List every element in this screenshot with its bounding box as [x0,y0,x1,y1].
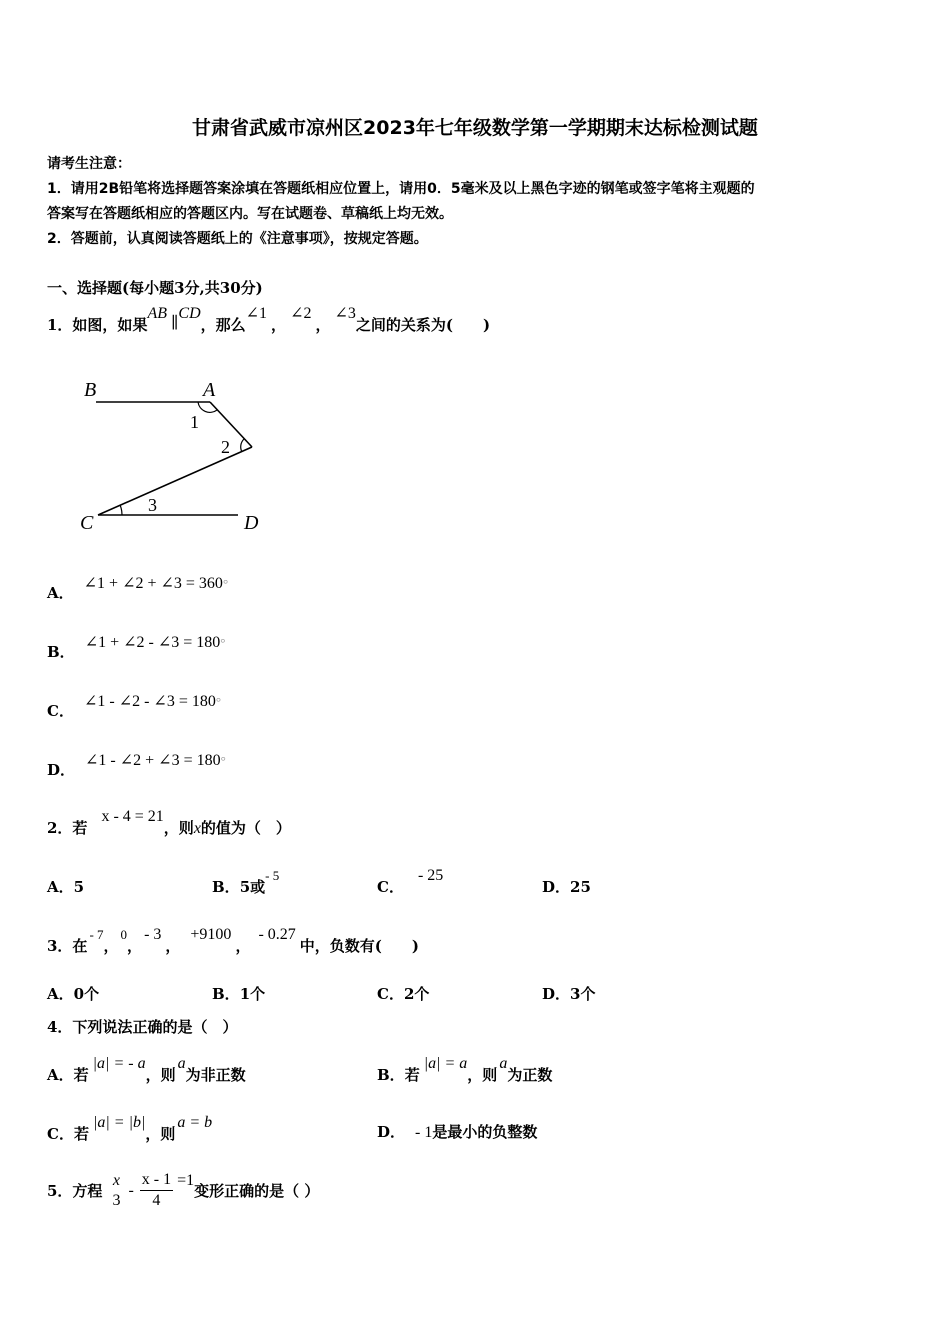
option-label: A． [47,1066,74,1084]
degree-mark: ° [222,576,229,591]
q3-sep: ， [103,937,119,955]
q3-number-1: - 7 [89,927,104,942]
section-heading: 一、选择题(每小题3分,共30分) [47,279,263,297]
option-label: B． [212,878,240,896]
option-ze: ，则 [145,1125,176,1143]
q5-suffix: 变形正确的是（ ） [194,1182,320,1200]
label-D: D [244,512,259,534]
q4-option-c[interactable] [47,1111,213,1143]
q2-prefix: 2．若 [47,819,88,837]
option-var: a [177,1055,186,1072]
q1-comma: ， [271,316,287,334]
arc-angle3 [120,505,122,515]
option-label: D． [542,985,571,1003]
label-3: 3 [148,495,157,515]
option-ruo: 若 [73,1125,89,1143]
q1-cd: CD [178,305,201,322]
q3-sep: ， [165,937,181,955]
option-var: a [499,1055,508,1072]
option-label: A． [47,584,74,602]
q1-option-b[interactable] [47,631,226,661]
label-2: 2 [221,437,230,457]
option-expr: ∠1 + ∠2 - ∠3 = 180 [84,634,221,651]
q3-number-4: +9100 [190,926,232,943]
q4-option-a[interactable] [47,1052,246,1084]
q1-comma: ， [315,316,331,334]
q5-prefix: 5．方程 [47,1182,103,1200]
option-expr2: a = b [177,1114,213,1131]
option-ze: ，则 [467,1066,498,1084]
degree-mark: ° [215,694,222,709]
fraction-numerator: x [112,1171,120,1189]
q3-number-3: - 3 [144,926,162,943]
option-expr: |a| = - a [92,1055,146,1072]
q1-angle1: ∠1 [245,305,268,322]
option-label: C． [377,985,404,1003]
notice-heading: 请考生注意： [47,156,131,172]
label-A: A [203,379,216,401]
option-label: D． [377,1123,406,1141]
option-label: C． [47,1125,74,1143]
option-label: C． [377,878,404,896]
option-label: B． [47,643,75,661]
q2-option-d[interactable] [542,876,591,897]
option-extra: - 5 [265,868,280,883]
option-value: 1个 [239,985,266,1003]
degree-mark: ° [220,635,226,650]
question-4-stem: 4．下列说法正确的是（ ） [47,1018,238,1036]
option-expr: - 1 [415,1124,433,1141]
line-ae [210,402,252,447]
q5-minus: - [128,1181,134,1199]
q1-mid: ，那么 [200,316,246,334]
q1-ab: AB [147,305,167,322]
page-title: 甘肃省武威市凉州区2023年七年级数学第一学期期末达标检测试题 [192,117,758,139]
label-C: C [80,512,94,534]
notice-item2: 2．答题前，认真阅读答题纸上的《注意事项》，按规定答题。 [47,231,428,247]
label-1: 1 [190,412,199,432]
fraction-x-over-3 [110,1171,122,1211]
option-expr: ∠1 - ∠2 - ∠3 = 180 [83,693,216,710]
option-label: A． [47,985,74,1003]
option-expr: |a| = |b| [92,1114,146,1131]
q1-option-a[interactable] [47,572,229,602]
fraction-denominator: 4 [152,1192,161,1209]
option-value: 25 [570,878,591,896]
q1-suffix: 之间的关系为( ) [355,316,491,334]
q2-mid: ，则 [163,819,194,837]
q3-option-a[interactable] [47,983,99,1004]
q3-option-b[interactable] [212,983,265,1004]
option-expr: ∠1 + ∠2 + ∠3 = 360 [83,575,223,592]
q3-sep: ， [235,937,251,955]
option-label: A． [47,878,74,896]
option-rest: 是最小的负整数 [432,1123,538,1141]
q1-prefix: 1．如图，如果 [47,316,148,334]
q4-option-b[interactable] [377,1052,553,1084]
q3-suffix: 中，负数有( ) [299,937,419,955]
q3-option-d[interactable] [542,983,595,1004]
option-expr: ∠1 - ∠2 + ∠3 = 180 [85,752,221,769]
option-ze: ，则 [145,1066,176,1084]
question-1-stem [47,302,491,334]
q2-option-c[interactable] [377,864,444,896]
option-ruo: 若 [73,1066,89,1084]
label-B: B [84,379,97,401]
question-2-stem [47,805,291,837]
q5-equals: =1 [177,1171,195,1189]
option-value: 5或 [239,878,266,896]
line-ec [98,447,252,515]
option-value: 0个 [73,985,100,1003]
fraction-denominator: 3 [112,1191,121,1209]
q2-option-b[interactable] [212,864,280,896]
option-value: 5 [73,878,85,896]
question-3-stem [47,923,419,955]
q1-option-c[interactable] [47,690,222,720]
q3-option-c[interactable] [377,983,429,1004]
option-value: 2个 [403,985,430,1003]
q3-number-5: - 0.27 [258,926,296,943]
q3-prefix: 3．在 [47,937,88,955]
q3-sep: ， [127,937,143,955]
q2-var-x: x [193,820,201,837]
q2-option-a[interactable] [47,876,84,897]
option-label: D． [47,761,76,779]
q1-option-d[interactable] [47,749,226,779]
q2-expr: x - 4 = 21 [101,808,164,825]
option-expr: |a| = a [423,1055,468,1072]
q3-number-2: 0 [120,927,128,942]
degree-mark: ° [220,753,226,768]
option-label: D． [542,878,571,896]
notice-item1-line1: 1．请用2B铅笔将选择题答案涂填在答题纸相应位置上，请用0．5毫米及以上黑色字迹的钢笔或签字笔将主观题的 [47,181,755,197]
option-value: 3个 [570,985,596,1003]
option-ruo: 若 [404,1066,420,1084]
geometry-figure [70,372,280,542]
q4-option-d[interactable] [377,1121,537,1142]
option-extra: - 25 [417,867,444,884]
notice-item1-line2: 答案写在答题纸相应的答题区内。写在试题卷、草稿纸上均无效。 [47,206,453,222]
option-label: B． [212,985,240,1003]
q1-parallel-symbol: ∥ [171,315,179,332]
question-5-stem [47,1170,319,1211]
fraction-x-minus-1-over-4 [140,1170,173,1211]
option-rest: 为正数 [507,1066,553,1084]
q2-suffix: 的值为（ ） [200,819,291,837]
option-label: B． [377,1066,405,1084]
q1-angle3: ∠3 [334,305,356,322]
q1-angle2: ∠2 [290,305,312,322]
option-label: C． [47,702,74,720]
option-rest: 为非正数 [185,1066,246,1084]
fraction-numerator: x - 1 [140,1170,173,1191]
